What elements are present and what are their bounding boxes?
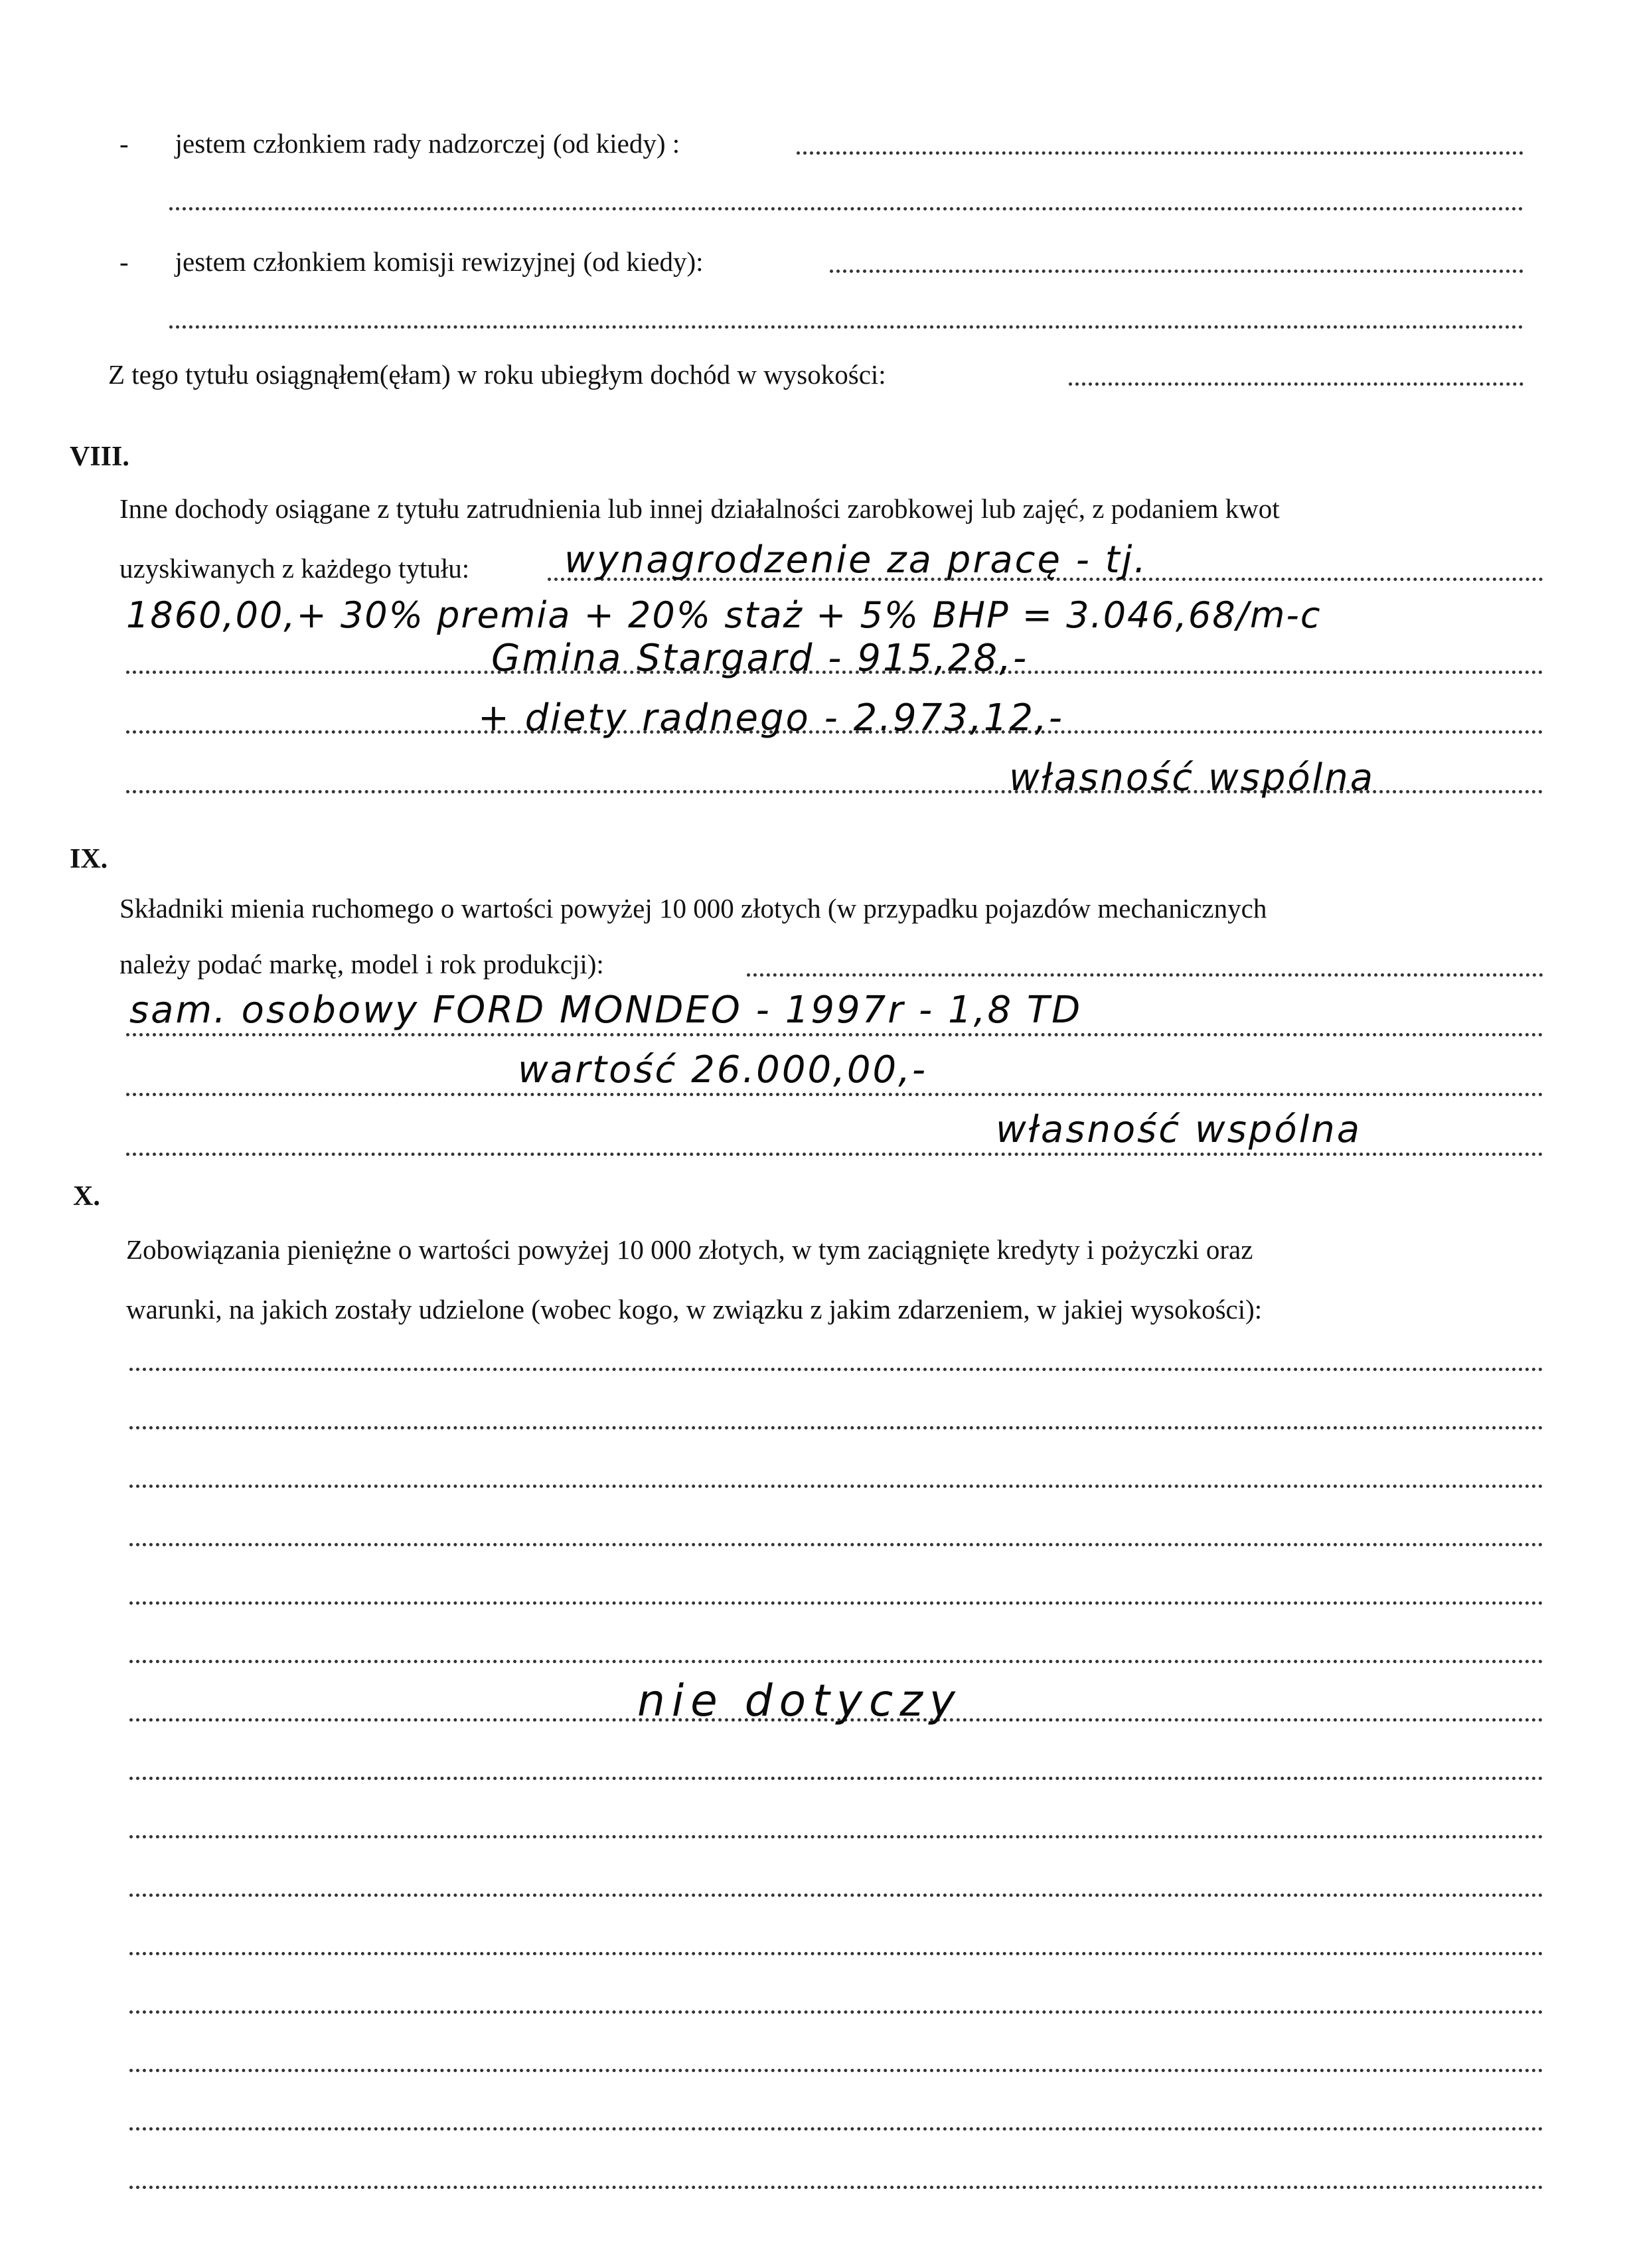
dotted-line bbox=[126, 1153, 1543, 1156]
dotted-line bbox=[169, 325, 1523, 329]
income-label: Z tego tytułu osiągnąłem(ęłam) w roku ubiegłym dochód w wysokości: bbox=[108, 359, 886, 390]
section-viii-text-2: uzyskiwanych z każdego tytułu: bbox=[119, 553, 470, 584]
dotted-line bbox=[747, 973, 1543, 977]
section-heading-x: X. bbox=[73, 1181, 100, 1212]
section-ix-text-1: Składniki mienia ruchomego o wartości powyżej 10 000 złotych (w przypadku pojazdów mechanicznych bbox=[119, 893, 1267, 924]
bullet: - bbox=[119, 246, 129, 277]
dotted-line bbox=[129, 2127, 1543, 2131]
section-x-text-2: warunki, na jakich zostały udzielone (wobec kogo, w związku z jakim zdarzeniem, w jakiej wysokości): bbox=[126, 1294, 1263, 1325]
dotted-line bbox=[129, 1485, 1543, 1488]
handwritten-vehicle-value: wartość 26.000,00,- bbox=[518, 1048, 928, 1092]
dotted-line bbox=[129, 1894, 1543, 1897]
section-ix-text-2: należy podać markę, model i rok produkcji): bbox=[119, 949, 604, 979]
supervisory-board-label: jestem członkiem rady nadzorczej (od kiedy) : bbox=[175, 128, 680, 159]
dotted-line bbox=[129, 1777, 1543, 1780]
dotted-line bbox=[797, 151, 1523, 155]
handwritten-not-applicable: nie dotyczy bbox=[637, 1675, 962, 1726]
dotted-line bbox=[129, 2069, 1543, 2072]
dotted-line bbox=[129, 1368, 1543, 1371]
handwritten-salary: wynagrodzenie za pracę - tj. bbox=[564, 538, 1148, 582]
dotted-line bbox=[169, 207, 1523, 210]
section-x-text-1: Zobowiązania pieniężne o wartości powyżej 10 000 złotych, w tym zaciągnięte kredyty i pożyczki oraz bbox=[126, 1234, 1253, 1265]
dotted-line bbox=[830, 270, 1523, 273]
handwritten-municipality: Gmina Stargard - 915,28,- bbox=[491, 637, 1029, 680]
dotted-line bbox=[129, 1952, 1543, 1955]
dotted-line bbox=[1069, 382, 1523, 386]
section-viii-text-1: Inne dochody osiągane z tytułu zatrudnienia lub innej działalności zarobkowej lub zajęć, z podaniem kwot bbox=[119, 493, 1280, 524]
dotted-line bbox=[129, 1835, 1543, 1838]
audit-committee-line bbox=[119, 244, 704, 279]
dotted-line bbox=[129, 1426, 1543, 1429]
dotted-line bbox=[126, 1033, 1543, 1036]
section-heading-viii: VIII. bbox=[70, 442, 129, 472]
supervisory-board-line bbox=[119, 126, 680, 161]
handwritten-salary-detail: 1860,00,+ 30% premia + 20% staż + 5% BHP = 3.046,68/m-c bbox=[126, 594, 1322, 636]
handwritten-joint-ownership: własność wspólna bbox=[1009, 756, 1375, 799]
dotted-line bbox=[129, 2186, 1543, 2189]
dotted-line bbox=[129, 1660, 1543, 1663]
dotted-line bbox=[129, 1601, 1543, 1605]
dotted-line bbox=[126, 1093, 1543, 1096]
bullet: - bbox=[119, 128, 129, 159]
section-heading-ix: IX. bbox=[70, 844, 108, 874]
handwritten-vehicle-ownership: własność wspólna bbox=[996, 1108, 1362, 1151]
dotted-line bbox=[129, 1543, 1543, 1546]
handwritten-vehicle: sam. osobowy FORD MONDEO - 1997r - 1,8 TD bbox=[129, 989, 1083, 1032]
dotted-line bbox=[129, 2010, 1543, 2014]
handwritten-councillor-allowance: + diety radnego - 2.973,12,- bbox=[478, 696, 1065, 740]
audit-committee-label: jestem członkiem komisji rewizyjnej (od kiedy): bbox=[175, 246, 704, 277]
